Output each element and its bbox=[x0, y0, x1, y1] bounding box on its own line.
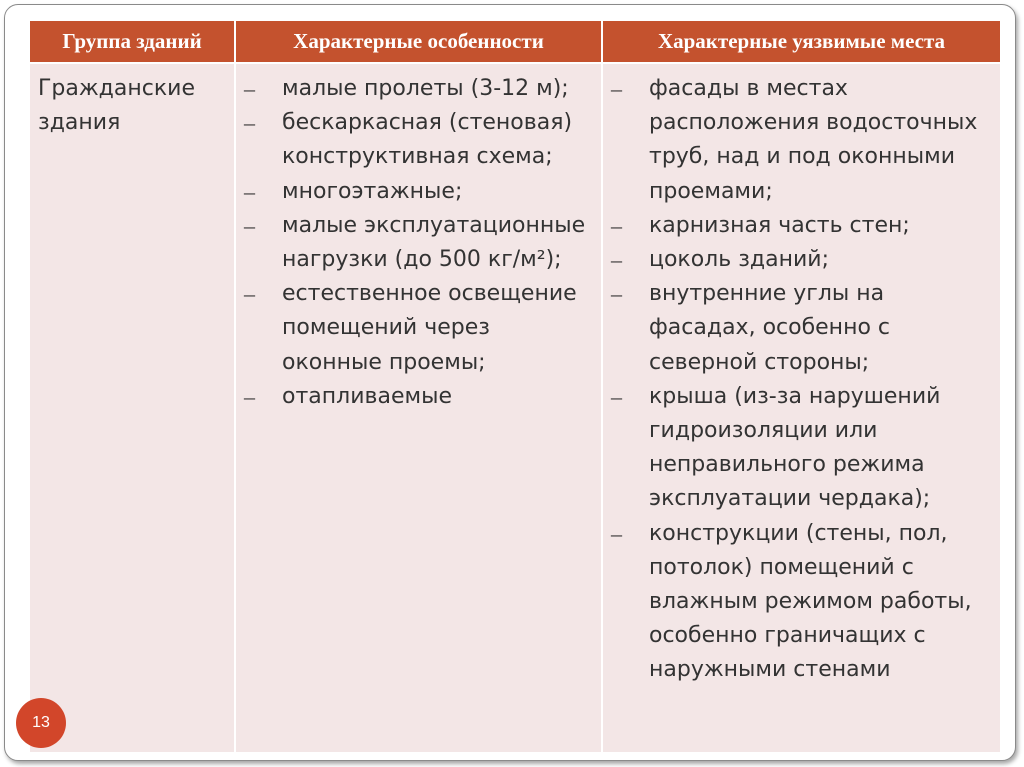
list-item: – малые эксплуатационные нагрузки (до 500 кг/м²); bbox=[236, 209, 595, 277]
page-number-badge: 13 bbox=[16, 698, 66, 748]
table-row bbox=[30, 63, 1000, 752]
list-item: – внутренние углы на фасадах, особенно с северной стороны; bbox=[603, 277, 994, 380]
list-item: – многоэтажные; bbox=[236, 175, 595, 209]
list-item: – конструкции (стены, пол, потолок) помещений с влажным режимом работы, особенно граничащих с наружными стенами bbox=[603, 517, 994, 688]
table-header-row bbox=[30, 21, 1000, 63]
features-cell bbox=[235, 63, 602, 752]
header-group: Группа зданий bbox=[30, 21, 235, 63]
list-item: – естественное освещение помещений через оконные проемы; bbox=[236, 277, 595, 380]
header-features: Характерные особенности bbox=[235, 21, 602, 63]
vulnerabilities-list bbox=[603, 64, 1000, 688]
list-item: – фасады в местах расположения водосточных труб, над и под оконными проемами; bbox=[603, 72, 994, 209]
group-cell: Гражданские здания bbox=[30, 63, 235, 752]
buildings-table bbox=[30, 21, 1000, 752]
vulnerabilities-cell bbox=[602, 63, 1000, 752]
list-item: – отапливаемые bbox=[236, 380, 595, 414]
list-item: – цоколь зданий; bbox=[603, 243, 994, 277]
list-item: – карнизная часть стен; bbox=[603, 209, 994, 243]
features-list bbox=[236, 64, 601, 414]
list-item: – малые пролеты (3-12 м); bbox=[236, 72, 595, 106]
list-item: – крыша (из-за нарушений гидроизоляции или неправильного режима эксплуатации чердака); bbox=[603, 380, 994, 517]
list-item: – бескаркасная (стеновая) конструктивная схема; bbox=[236, 106, 595, 174]
header-vulnerabilities: Характерные уязвимые места bbox=[602, 21, 1000, 63]
